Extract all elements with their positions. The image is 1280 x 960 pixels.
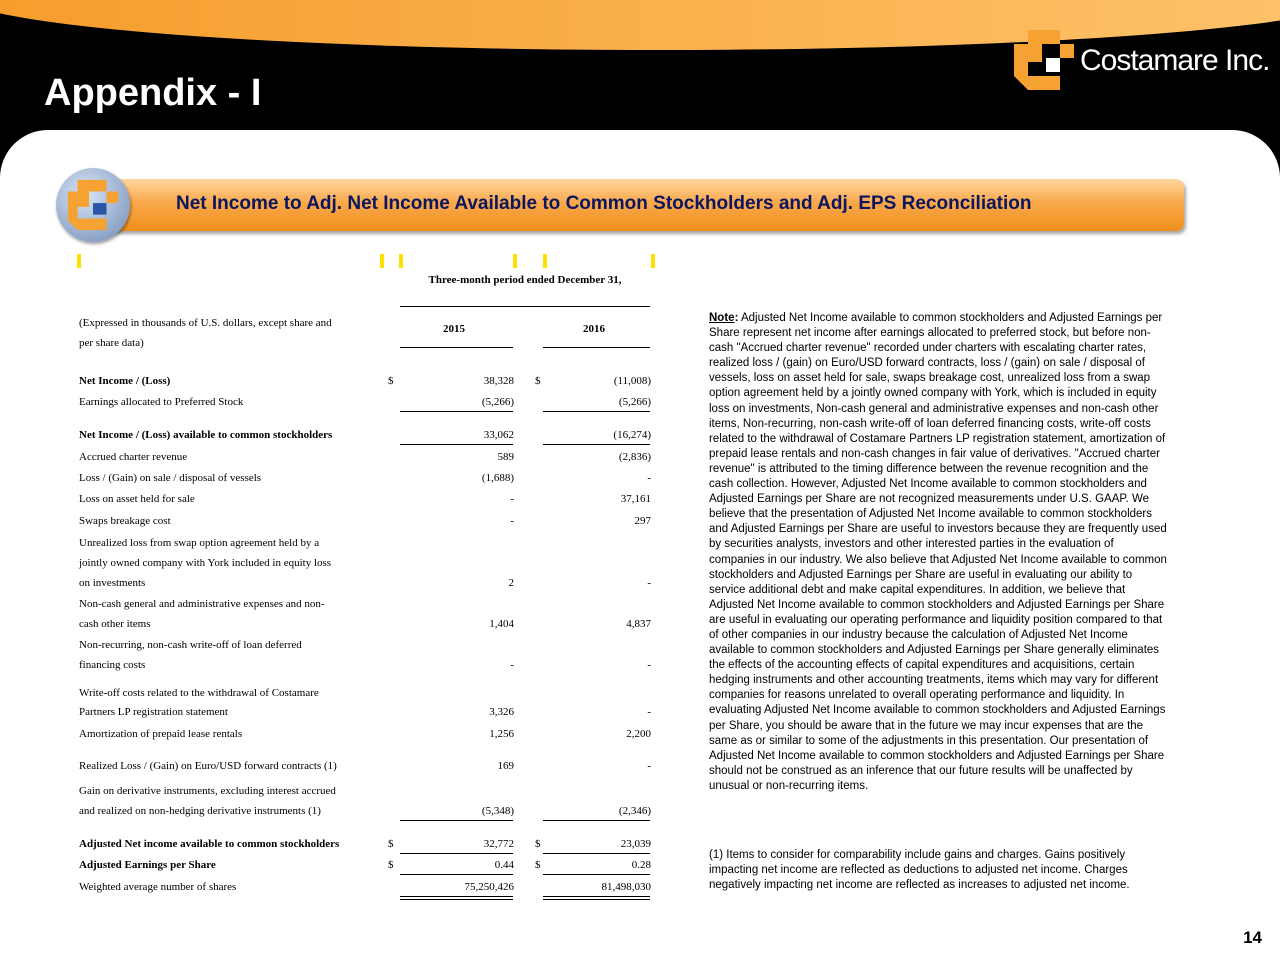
highlight-marker (77, 254, 81, 268)
value-2016: 297 (634, 515, 651, 527)
value-2016: (2,346) (618, 805, 651, 817)
currency-symbol: $ (535, 838, 541, 850)
highlight-marker (513, 254, 517, 268)
currency-symbol: $ (535, 375, 541, 387)
value-2015: - (510, 493, 514, 505)
year-2016-header: 2016 (583, 323, 605, 335)
subtotal-rule (543, 411, 650, 412)
double-rule (543, 896, 650, 897)
table-row (79, 396, 659, 412)
value-2015: 589 (497, 451, 514, 463)
table-row (79, 375, 659, 391)
value-2016: (2,836) (618, 451, 651, 463)
table-row (79, 706, 659, 722)
value-2016: (16,274) (613, 429, 651, 441)
table-row (79, 859, 659, 875)
value-2015: 0.44 (494, 859, 514, 871)
subtotal-rule (543, 820, 650, 821)
table-row (79, 472, 659, 488)
row-label: Net Income / (Loss) (79, 375, 171, 387)
row-label: Gain on derivative instruments, excluding interest accrued (79, 785, 336, 797)
row-label: Adjusted Net income available to common stockholders (79, 838, 340, 850)
table-row (79, 659, 659, 675)
subtotal-rule (543, 444, 650, 445)
value-2016: (5,266) (618, 396, 651, 408)
costamare-badge-icon (64, 176, 122, 234)
description-line: per share data) (79, 337, 144, 349)
table-row (79, 577, 659, 593)
row-label: Non-recurring, non-cash write-off of loan deferred (79, 639, 302, 651)
value-2016: (11,008) (613, 375, 651, 387)
double-rule (543, 899, 650, 900)
highlight-marker (380, 254, 384, 268)
value-2015: 38,328 (483, 375, 514, 387)
page-title: Appendix - I (44, 72, 262, 114)
section-banner (90, 179, 1184, 231)
value-2015: 1,256 (489, 728, 514, 740)
logo-text: Costamare Inc. (1080, 44, 1270, 77)
currency-symbol: $ (388, 375, 394, 387)
value-2015: 33,062 (483, 429, 514, 441)
header-orange-swoosh (0, 0, 1280, 50)
value-2016: 81,498,030 (601, 881, 651, 893)
value-2015: 32,772 (483, 838, 514, 850)
note-text: Adjusted Net Income available to common stockholders and Adjusted Earnings per Share represent net income after earnings allocated to preferred stock, but before non-cash "Accrued charter revenue" recorded under charters with escalating charter rates, realized loss / (gain) on Euro/USD forward contracts, loss / (gain) on sale / disposal of vessels, loss on asset held for sale, swaps breakage cost, unrealized loss from a swap option agreement held by a jointly owned company with York, which is included in equity loss on investments, Non-cash general and administrative expenses and non-cash other items, Non-recurring, non-cash write-off of loan deferred financing costs, write-off costs related to the withdrawal of Costamare Partners LP registration statement, amortization of prepaid lease rentals and non-cash changes in fair value of derivatives. "Accrued charter revenue" is attributed to the timing difference between the revenue recognition and the cash collection. However, Adjusted Net Income available to common stockholders and Adjusted Earnings per Share are not recognized measurements under U.S. GAAP. We believe that the presentation of Adjusted Net Income available to common stockholders and Adjusted Earnings per Share are useful to investors because they are frequently used by securities analysts, investors and other interested parties in the evaluation of companies in our industry. We also believe that Adjusted Net Income available to common stockholders and Adjusted Earnings per Share are useful in evaluating our ability to service additional debt and make capital expenditures. In addition, we believe that Adjusted Net Income available to common stockholders and Adjusted Earnings per Share are useful in evaluating our operating performance and liquidity position compared to that of other companies in our industry because the calculation of Adjusted Net Income available to common stockholders and Adjusted Earnings per Share generally eliminates the effects of the accounting effects of capital expenditures and acquisitions, certain hedging instruments and other accounting treatments, items which may vary for different companies for reasons unrelated to overall operating performance and liquidity. In evaluating Adjusted Net Income available to common stockholders and Adjusted Earnings per Share, you should be aware that in the future we may incur expenses that are the same as or similar to some of the adjustments in this presentation. Our presentation of Adjusted Net Income available to common stockholders and Adjusted Earnings per Share should not be construed as an inference that our future results will be unaffected by unusual or non-recurring items. (709, 312, 1167, 792)
subtotal-rule (400, 411, 513, 412)
total-rule (400, 853, 513, 854)
value-2015: 75,250,426 (464, 881, 514, 893)
table-row-label-line (79, 537, 659, 553)
double-rule (400, 896, 513, 897)
row-label: on investments (79, 577, 146, 589)
row-label: Earnings allocated to Preferred Stock (79, 396, 244, 408)
table-row (79, 760, 659, 776)
table-row (79, 451, 659, 467)
row-label: Partners LP registration statement (79, 706, 228, 718)
double-rule (400, 899, 513, 900)
description-line: (Expressed in thousands of U.S. dollars, except share and (79, 317, 332, 329)
value-2015: (5,266) (481, 396, 514, 408)
value-2015: (5,348) (481, 805, 514, 817)
costamare-logo-icon (1014, 30, 1074, 90)
table-row (79, 838, 659, 854)
note-paragraph (709, 311, 1171, 794)
value-2016: 23,039 (620, 838, 651, 850)
row-label: jointly owned company with York included in equity loss (79, 557, 332, 569)
row-label: Amortization of prepaid lease rentals (79, 728, 243, 740)
table-row (79, 805, 659, 821)
value-2016: - (647, 659, 651, 671)
year-rule (543, 347, 650, 348)
value-2016: - (647, 706, 651, 718)
table-row-label-line (79, 598, 659, 614)
total-rule (400, 874, 513, 875)
row-label: Loss on asset held for sale (79, 493, 195, 505)
value-2015: - (510, 659, 514, 671)
row-label: Realized Loss / (Gain) on Euro/USD forward contracts (1) (79, 760, 337, 772)
value-2015: 3,326 (489, 706, 514, 718)
value-2016: 2,200 (626, 728, 651, 740)
currency-symbol: $ (388, 838, 394, 850)
value-2016: - (647, 472, 651, 484)
value-2016: 4,837 (626, 618, 651, 630)
row-label: Loss / (Gain) on sale / disposal of vessels (79, 472, 262, 484)
highlight-marker (651, 254, 655, 268)
row-label: and realized on non-hedging derivative instruments (1) (79, 805, 321, 817)
row-label: Weighted average number of shares (79, 881, 237, 893)
banner-title: Net Income to Adj. Net Income Available to Common Stockholders and Adj. EPS Reconciliation (176, 193, 1032, 214)
subtotal-rule (400, 820, 513, 821)
currency-symbol: $ (388, 859, 394, 871)
value-2016: - (647, 760, 651, 772)
table-row-label-line (79, 557, 659, 573)
value-2016: 0.28 (631, 859, 651, 871)
row-label: Unrealized loss from swap option agreement held by a (79, 537, 320, 549)
table-row (79, 881, 659, 897)
table-row-label-line (79, 639, 659, 655)
header-rule (400, 306, 650, 307)
value-2015: 169 (497, 760, 514, 772)
subtotal-rule (400, 444, 513, 445)
table-description (79, 313, 379, 353)
note-colon: : (734, 312, 739, 324)
table-row (79, 515, 659, 531)
value-2015: 1,404 (489, 618, 514, 630)
year-2015-header: 2015 (443, 323, 465, 335)
row-label: Non-cash general and administrative expenses and non- (79, 598, 325, 610)
currency-symbol: $ (535, 859, 541, 871)
row-label: financing costs (79, 659, 146, 671)
highlight-marker (543, 254, 547, 268)
row-label: Swaps breakage cost (79, 515, 171, 527)
value-2015: 2 (508, 577, 514, 589)
table-row-label-line (79, 785, 659, 801)
table-row (79, 493, 659, 509)
banner-logo-badge (56, 168, 130, 242)
row-label: Write-off costs related to the withdrawal of Costamare (79, 687, 319, 699)
table-row (79, 618, 659, 634)
period-header: Three-month period ended December 31, (428, 274, 622, 286)
table-row-label-line (79, 687, 659, 703)
note-label: Note (709, 312, 735, 324)
value-2015: - (510, 515, 514, 527)
table-row (79, 728, 659, 744)
row-label: cash other items (79, 618, 151, 630)
value-2015: (1,688) (481, 472, 514, 484)
value-2016: - (647, 577, 651, 589)
value-2016: 37,161 (620, 493, 651, 505)
row-label: Net Income / (Loss) available to common stockholders (79, 429, 333, 441)
highlight-marker (399, 254, 403, 268)
table-row (79, 429, 659, 445)
footnote: (1) Items to consider for comparability include gains and charges. Gains positively impacting net income are reflected as deductions to adjusted net income. Charges negatively impacting net income are reflected as increases to adjusted net income. (709, 849, 1130, 892)
total-rule (543, 874, 650, 875)
row-label: Accrued charter revenue (79, 451, 188, 463)
total-rule (543, 853, 650, 854)
row-label: Adjusted Earnings per Share (79, 859, 216, 871)
year-rule (400, 347, 513, 348)
page-number: 14 (1243, 928, 1262, 947)
